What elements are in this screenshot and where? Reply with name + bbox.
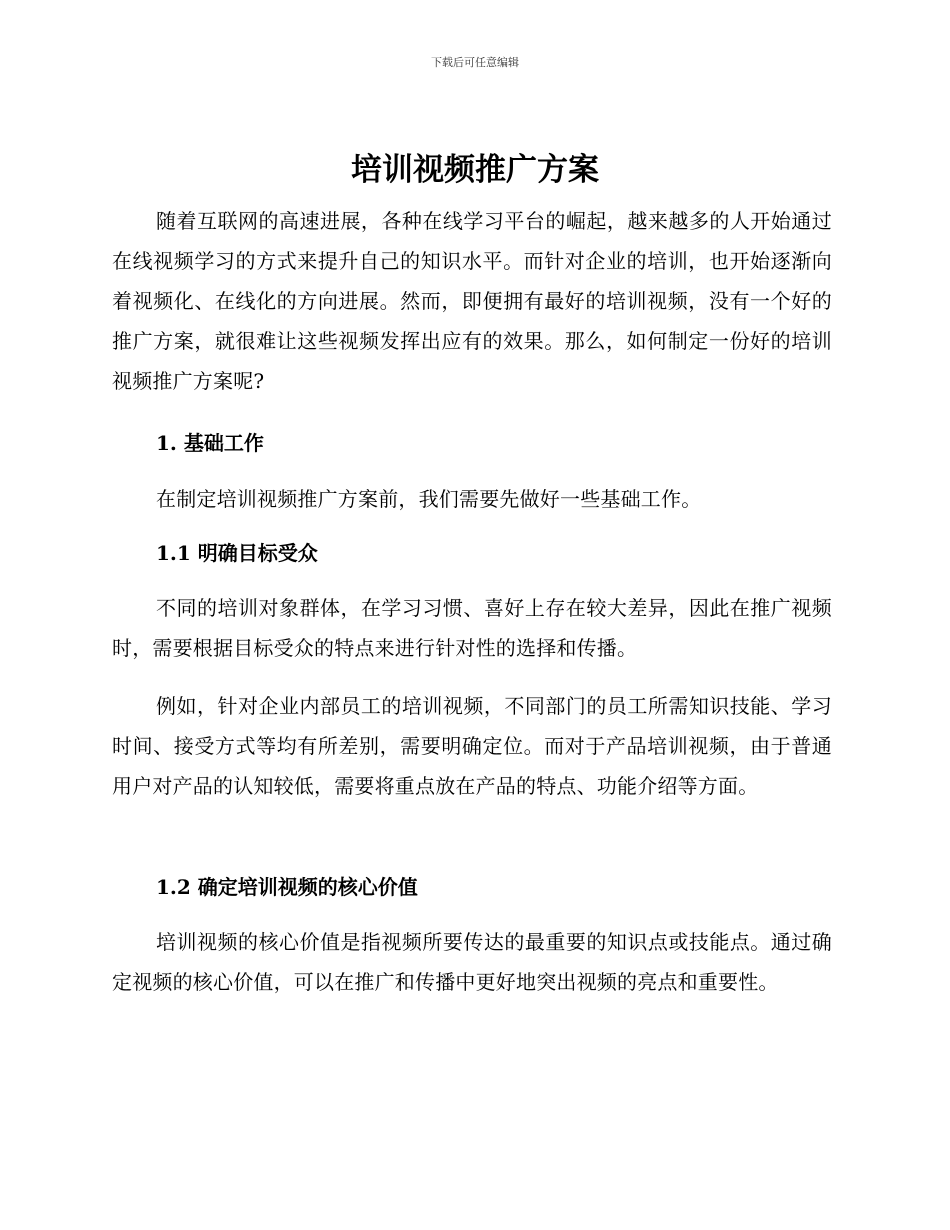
- page-header: 下载后可任意编辑: [431, 56, 519, 69]
- document-title: 培训视频推广方案: [351, 152, 599, 188]
- section-basics-paragraph: 在制定培训视频推广方案前，我们需要先做好一些基础工作。: [156, 487, 702, 511]
- section-heading-core-value: 1.2 确定培训视频的核心价值: [156, 875, 418, 899]
- section-heading-target-audience: 1.1 明确目标受众: [156, 541, 318, 565]
- target-audience-paragraph-2: 例如，针对企业内部员工的培训视频，不同部门的员工所需知识技能、学习时间、接受方式等均有所差别，需要明确定位。而对于产品培训视频，由于普通用户对产品的认知较低，需要将重点放在产品的特点、功能介绍等方面。: [112, 694, 832, 798]
- intro-paragraph: 随着互联网的高速进展，各种在线学习平台的崛起，越来越多的人开始通过在线视频学习的方式来提升自己的知识水平。而针对企业的培训，也开始逐渐向着视频化、在线化的方向进展。然而，即便拥有最好的培训视频，没有一个好的推广方案，就很难让这些视频发挥出应有的效果。那么，如何制定一份好的培训视频推广方案呢?: [112, 209, 832, 393]
- core-value-paragraph: 培训视频的核心价值是指视频所要传达的最重要的知识点或技能点。通过确定视频的核心价值，可以在推广和传播中更好地突出视频的亮点和重要性。: [112, 930, 832, 994]
- target-audience-paragraph-1: 不同的培训对象群体，在学习习惯、喜好上存在较大差异，因此在推广视频时，需要根据目标受众的特点来进行针对性的选择和传播。: [112, 596, 832, 660]
- section-heading-basics: 1. 基础工作: [156, 431, 264, 455]
